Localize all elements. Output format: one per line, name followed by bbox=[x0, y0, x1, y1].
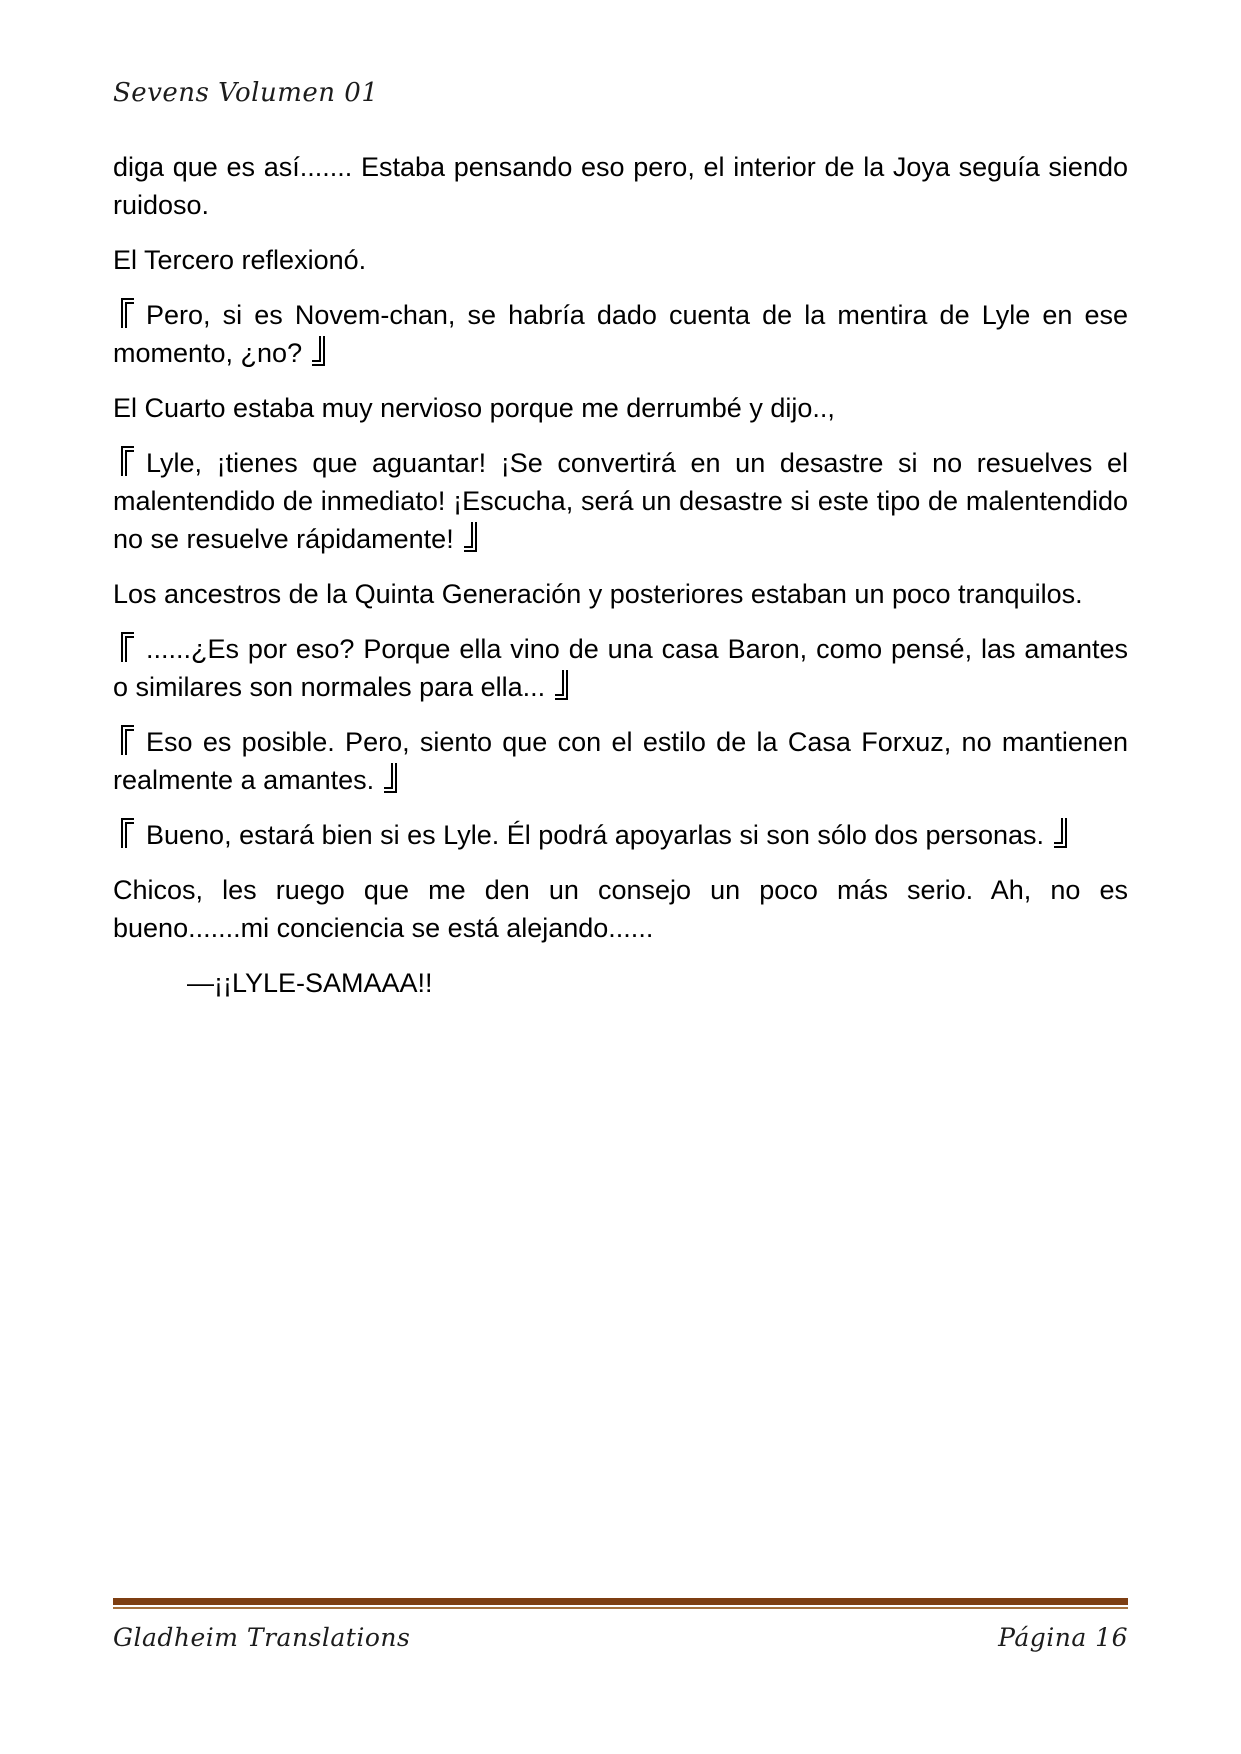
quote-paragraph bbox=[113, 723, 1128, 799]
close-corner-bracket-icon bbox=[312, 336, 325, 366]
close-corner-bracket-icon bbox=[1054, 818, 1067, 848]
quote-text: Lyle, ¡tienes que aguantar! ¡Se convertirá en un desastre si no resuelves el malentendido de inmediato! ¡Escucha, será un desastre si este tipo de malentendido no se resuelve rápidamente! bbox=[113, 448, 1128, 554]
footer-translator-credit: Gladheim Translations bbox=[113, 1623, 411, 1652]
quote-text: ......¿Es por eso? Porque ella vino de una casa Baron, como pensé, las amantes o similares son normales para ella... bbox=[113, 634, 1128, 702]
quote-paragraph bbox=[113, 296, 1128, 372]
paragraph: Los ancestros de la Quinta Generación y posteriores estaban un poco tranquilos. bbox=[113, 579, 1083, 609]
header-title: Sevens Volumen 01 bbox=[113, 78, 379, 108]
open-corner-bracket-icon bbox=[121, 632, 134, 662]
open-corner-bracket-icon bbox=[121, 725, 134, 755]
quote-text: Eso es posible. Pero, siento que con el estilo de la Casa Forxuz, no mantienen realmente a amantes. bbox=[113, 727, 1128, 795]
page-header bbox=[113, 78, 1128, 112]
page-footer bbox=[113, 1598, 1128, 1652]
open-corner-bracket-icon bbox=[121, 298, 134, 328]
quote-paragraph bbox=[113, 816, 1128, 854]
open-corner-bracket-icon bbox=[121, 818, 134, 848]
footer-text-row bbox=[113, 1623, 1128, 1652]
open-corner-bracket-icon bbox=[121, 446, 134, 476]
close-corner-bracket-icon bbox=[384, 763, 397, 793]
quote-text: Pero, si es Novem-chan, se habría dado cuenta de la mentira de Lyle en ese momento, ¿no? bbox=[113, 300, 1128, 368]
quote-text: Bueno, estará bien si es Lyle. Él podrá apoyarlas si son sólo dos personas. bbox=[146, 820, 1045, 850]
footer-divider bbox=[113, 1598, 1128, 1609]
paragraph: El Cuarto estaba muy nervioso porque me derrumbé y dijo.., bbox=[113, 393, 835, 423]
paragraph: El Tercero reflexionó. bbox=[113, 245, 367, 275]
document-body bbox=[113, 148, 1128, 1002]
close-corner-bracket-icon bbox=[555, 670, 568, 700]
quote-paragraph bbox=[113, 444, 1128, 558]
shout-paragraph: —¡¡LYLE-SAMAAA!! bbox=[187, 968, 433, 998]
paragraph: Chicos, les ruego que me den un consejo un poco más serio. Ah, no es bueno.......mi conciencia se está alejando...... bbox=[113, 875, 1128, 943]
paragraph: diga que es así....... Estaba pensando eso pero, el interior de la Joya seguía siendo ruidoso. bbox=[113, 152, 1128, 220]
close-corner-bracket-icon bbox=[464, 522, 477, 552]
quote-paragraph bbox=[113, 630, 1128, 706]
footer-page-number: Página 16 bbox=[998, 1623, 1128, 1652]
